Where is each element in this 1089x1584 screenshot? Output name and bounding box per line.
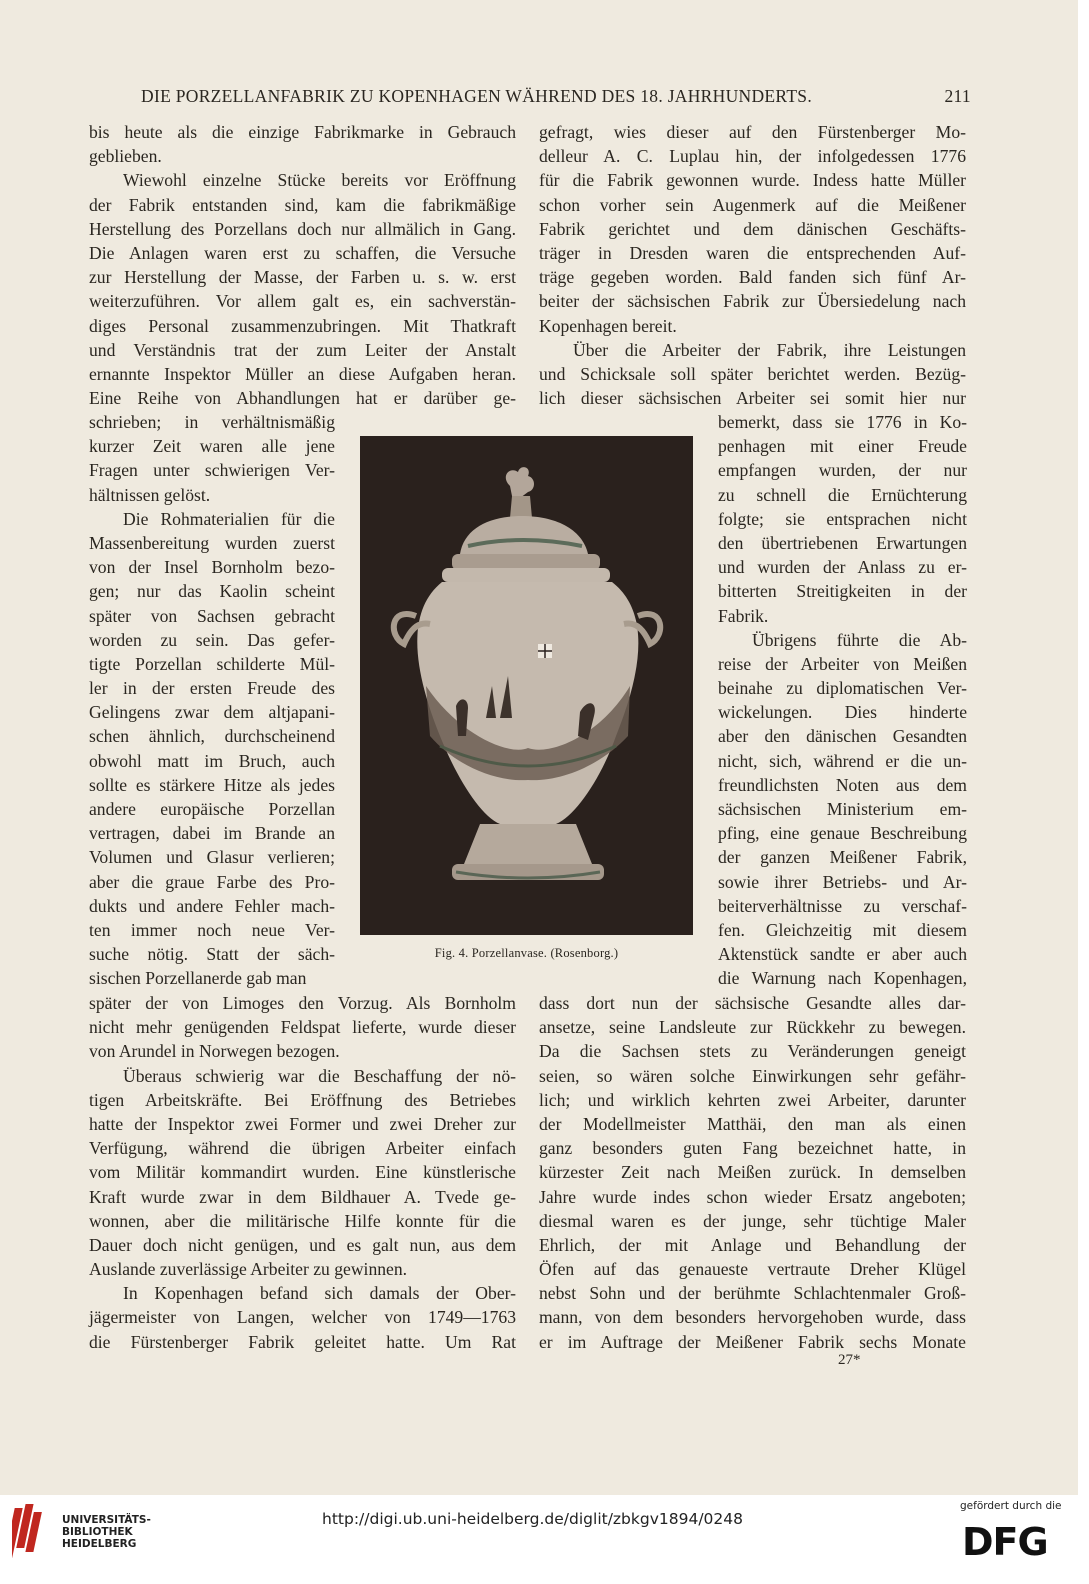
text-line: jägermeister von Langen, welcher von 1749—1763	[89, 1307, 516, 1328]
text-line: Massenbereitung wurden zuerst	[89, 532, 335, 553]
text-line: tigte Porzellan schilderte Mül-	[89, 653, 335, 674]
text-line: er im Auftrage der Meißener Fabrik sechs Monate	[539, 1331, 966, 1352]
text-line: der Fabrik entstanden sind, kam die fabrikmäßige	[89, 194, 516, 215]
text-line: Da die Sachsen stets zu Veränderungen geneigt	[539, 1041, 966, 1062]
figure-caption: Fig. 4. Porzellanvase. (Rosenborg.)	[434, 946, 619, 960]
text-line: fen. Gleichzeitig mit diesem	[718, 919, 967, 940]
text-line: lich; und wirklich kehrten zwei Arbeiter, darunter	[539, 1089, 966, 1110]
text-line: ernannte Inspektor Müller an diese Aufgaben heran.	[89, 363, 516, 384]
text-line: kürzester Zeit nach Meißen zurück. In demselben	[539, 1162, 966, 1183]
text-line: beinahe zu diplomatischen Ver-	[718, 678, 967, 699]
text-line: nebst Sohn und der berühmte Schlachtenmaler Groß-	[539, 1283, 966, 1304]
text-line: Fabrik gerichtet und dem dänischen Geschäfts-	[539, 218, 966, 239]
text-line: von Arundel in Norwegen bezogen.	[89, 1041, 340, 1062]
left-column-bottom	[89, 991, 516, 1354]
text-line: Eine Reihe von Abhandlungen hat er darüber ge-	[89, 388, 516, 409]
text-line: sächsischen Ministerium em-	[718, 799, 967, 819]
text-line: träge gegeben worden. Bald fanden sich fünf Ar-	[539, 267, 966, 288]
text-line: penhagen mit einer Freude	[718, 436, 967, 457]
text-line: der ganzen Meißener Fabrik,	[718, 847, 967, 868]
text-line: gefragt, wies dieser auf den Fürstenberger Mo-	[539, 122, 966, 142]
library-name-line: HEIDELBERG	[62, 1538, 137, 1550]
text-line: sowie ihrer Betriebs- und Ar-	[718, 871, 967, 892]
text-line: für die Fabrik gewonnen wurde. Indess hatte Müller	[539, 170, 966, 191]
text-line: Aktenstück sandte er aber auch	[718, 944, 967, 965]
text-line: wonnen, aber die militärische Hilfe konnte für die	[89, 1210, 516, 1231]
text-line: schon vorher sein Augenmerk auf die Meißener	[539, 194, 966, 215]
text-line: andere europäische Porzellan	[89, 799, 335, 819]
text-line: Kopenhagen bereit.	[539, 315, 677, 336]
text-line: vertragen, dabei im Brande an	[89, 823, 335, 844]
text-line: schrieben; in verhältnismäßig	[89, 412, 335, 432]
text-line: Fragen unter schwierigen Ver-	[89, 460, 335, 481]
text-line: wickelungen. Dies hinderte	[718, 702, 967, 723]
text-line: obwohl matt im Bruch, auch	[89, 750, 335, 771]
text-line: später der von Limoges den Vorzug. Als Bornholm	[89, 993, 516, 1013]
text-line: dass dort nun der sächsische Gesandte alles dar-	[539, 993, 966, 1013]
text-line: bis heute als die einzige Fabrikmarke in Gebrauch	[89, 122, 516, 142]
library-name-line: UNIVERSITÄTS-	[62, 1514, 151, 1526]
text-line: sollte es stärkere Hitze als jedes	[89, 774, 335, 795]
text-line: suche nötig. Statt der säch-	[89, 944, 335, 965]
text-line: Kraft wurde zwar in dem Bildhauer A. Tvede ge-	[89, 1186, 516, 1207]
text-line: hältnissen gelöst.	[89, 484, 211, 505]
text-line: beiterverhältnisse zu verschaf-	[718, 895, 967, 916]
left-column-wrap	[89, 410, 335, 991]
text-line: diges Personal zusammenzubringen. Mit Thatkraft	[89, 315, 516, 336]
running-head-title: DIE PORZELLANFABRIK ZU KOPENHAGEN WÄHREND DES 18. JAHRHUNDERTS.	[141, 86, 813, 106]
text-line: worden zu sein. Das gefer-	[89, 629, 335, 650]
text-line: kurzer Zeit waren alle jene	[89, 436, 335, 457]
text-line: Ehrlich, der mit Anlage und Behandlung der	[539, 1234, 966, 1255]
right-column-wrap	[718, 410, 967, 991]
text-line: zu schnell die Ernüchterung	[718, 484, 967, 505]
text-line: und Verständnis trat der zum Leiter der Anstalt	[89, 339, 516, 360]
dfg-logo: DFG	[962, 1520, 1048, 1564]
text-line: hatte der Inspektor zwei Former und zwei Dreher zur	[89, 1113, 516, 1134]
text-line: freundlichsten Noten aus dem	[718, 774, 967, 795]
text-line: der Modellmeister Matthäi, den man als einen	[539, 1113, 966, 1134]
text-line: dukts und andere Fehler mach-	[89, 895, 335, 916]
text-line: Die Anlagen waren erst zu schaffen, die Versuche	[89, 242, 516, 263]
text-line: und Schicksale soll später berichtet werden. Bezüg-	[539, 363, 966, 384]
text-line: In Kopenhagen befand sich damals der Ober-	[123, 1283, 516, 1304]
text-line: Fabrik.	[718, 605, 769, 626]
text-line: schen ähnlich, durchscheinend	[89, 726, 335, 747]
text-line: träger in Dresden waren die entsprechenden Auf-	[539, 242, 966, 263]
signature-mark: 27*	[838, 1352, 861, 1368]
university-library-logo-icon	[12, 1502, 56, 1562]
text-line: aber den dänischen Gesandten	[718, 726, 967, 747]
text-line: Überaus schwierig war die Beschaffung der nö-	[123, 1065, 516, 1086]
text-line: aber die graue Farbe des Pro-	[89, 871, 335, 892]
library-name-line: BIBLIOTHEK	[62, 1526, 133, 1538]
text-line: nicht, sich, während er die un-	[718, 750, 967, 771]
footer-bar	[0, 1495, 1089, 1584]
text-line: sischen Porzellanerde gab man	[89, 968, 307, 989]
text-line: beiter der sächsischen Fabrik zur Übersiedelung nach	[539, 291, 966, 312]
text-line: gen; nur das Kaolin scheint	[89, 581, 335, 602]
right-column-top	[539, 120, 966, 410]
text-line: ganz besonders guten Fang bezeichnet hatte, in	[539, 1138, 966, 1159]
text-line: von der Insel Bornholm bezo-	[89, 557, 335, 578]
page-edge	[1078, 0, 1089, 1495]
text-line: reise der Arbeiter von Meißen	[718, 653, 967, 674]
text-line: mann, von dem besonders hervorgehoben wurde, dass	[539, 1307, 966, 1328]
text-line: ansetze, seine Landsleute zur Rückkehr zu bewegen.	[539, 1017, 966, 1038]
text-line: Übrigens führte die Ab-	[752, 629, 967, 650]
text-line: die Fürstenberger Fabrik geleitet hatte. Um Rat	[89, 1331, 516, 1352]
text-line: seien, so wären solche Einwirkungen sehr gefähr-	[539, 1065, 966, 1086]
right-column-bottom	[539, 991, 966, 1354]
permalink-url[interactable]: http://digi.ub.uni-heidelberg.de/diglit/zbkgv1894/0248	[322, 1510, 743, 1528]
text-line: delleur A. C. Luplau hin, der infolgedessen 1776	[539, 146, 966, 167]
left-column-top	[89, 120, 516, 410]
text-line: Wiewohl einzelne Stücke bereits vor Eröffnung	[123, 170, 516, 191]
text-line: bitterten Streitigkeiten in der	[718, 581, 967, 602]
text-line: vom Militär kommandirt wurden. Eine künstlerische	[89, 1162, 516, 1183]
text-line: Die Rohmaterialien für die	[123, 508, 335, 529]
text-line: Über die Arbeiter der Fabrik, ihre Leistungen	[573, 339, 966, 360]
running-head	[135, 84, 971, 110]
vase-illustration	[360, 436, 693, 935]
text-line: lich dieser sächsischen Arbeiter sei somit hier nur	[539, 388, 966, 409]
text-line: diesmal waren es der junge, sehr tüchtige Maler	[539, 1210, 966, 1231]
text-line: zur Herstellung der Masse, der Farben u. s. w. erst	[89, 267, 516, 288]
text-line: Verfügung, während die übrigen Arbeiter einfach	[89, 1138, 516, 1159]
text-line: Dauer doch nicht genügen, und es galt nun, aus dem	[89, 1234, 516, 1255]
university-library-name	[62, 1514, 151, 1550]
text-line: Gelingens zwar dem altjapani-	[89, 702, 335, 723]
text-line: ler in der ersten Freude des	[89, 678, 335, 699]
text-line: Volumen und Glasur verlieren;	[89, 847, 335, 868]
text-line: den übertriebenen Erwartungen	[718, 532, 967, 553]
text-line: später von Sachsen gebracht	[89, 605, 335, 626]
text-line: empfangen wurden, der nur	[718, 460, 967, 481]
text-line: die Warnung nach Kopenhagen,	[718, 968, 967, 989]
funding-note: gefördert durch die	[960, 1500, 1062, 1512]
text-line: weiterzuführen. Vor allem galt es, ein sachverstän-	[89, 291, 516, 312]
text-line: und wurden der Anlass zu er-	[718, 557, 967, 578]
text-line: Jahre wurde indes schon wieder Ersatz angeboten;	[539, 1186, 966, 1207]
text-line: Auslande zuverlässige Arbeiter zu gewinnen.	[89, 1259, 408, 1280]
porcelain-vase-figure	[360, 436, 693, 935]
text-line: Herstellung des Porzellans doch nur allmälich in Gang.	[89, 218, 516, 239]
text-line: pfing, eine genaue Beschreibung	[718, 823, 967, 844]
text-line: geblieben.	[89, 146, 162, 167]
text-line: ten immer noch neue Ver-	[89, 919, 335, 940]
text-line: Öfen auf das genaueste vertraute Dreher Klügel	[539, 1259, 966, 1280]
text-line: tigen Arbeitskräfte. Bei Eröffnung des Betriebes	[89, 1089, 516, 1110]
text-line: folgte; sie entsprachen nicht	[718, 508, 967, 529]
page-number: 211	[944, 86, 971, 106]
text-line: bemerkt, dass sie 1776 in Ko-	[718, 412, 967, 432]
text-line: nicht mehr genügenden Feldspat lieferte, wurde dieser	[89, 1017, 516, 1038]
